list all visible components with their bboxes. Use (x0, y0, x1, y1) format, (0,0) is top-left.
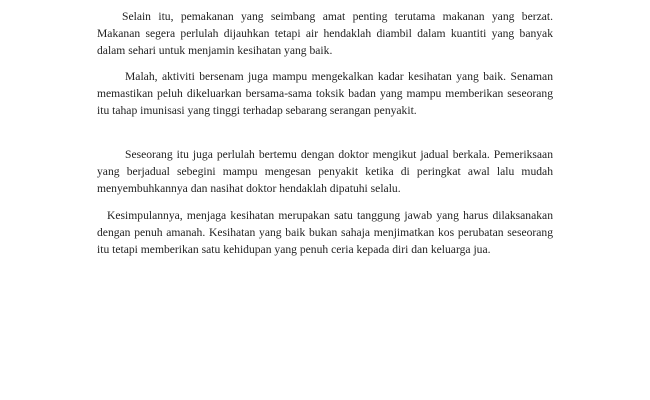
paragraph-exercise: Malah, aktiviti bersenam juga mampu mengekalkan kadar kesihatan yang baik. Senaman memastikan peluh dikeluarkan bersama-sama toksik badan yang mampu memberikan seseorang itu tahap imunisasi yang tinggi terhadap sebarang serangan penyakit. (97, 70, 553, 117)
paragraph-diet: Selain itu, pemakanan yang seimbang amat penting terutama makanan yang berzat. Makanan segera perlulah dijauhkan tetapi air hendaklah diambil dalam kuantiti yang banyak dalam sehari untuk menjamin kesihatan yang baik. (97, 10, 553, 57)
paragraph-doctor-checkup: Seseorang itu juga perlulah bertemu dengan doktor mengikut jadual berkala. Pemeriksaan yang berjadual sebegini mampu mengesan penyakit ketika di peringkat awal lalu mudah menyembuhkannya dan nasihat doktor hendaklah dipatuhi selalu. (97, 148, 553, 195)
paragraph-conclusion: Kesimpulannya, menjaga kesihatan merupakan satu tanggung jawab yang harus dilaksanakan dengan penuh amanah. Kesihatan yang baik bukan sahaja menjimatkan kos perubatan seseorang itu tetapi memberikan satu kehidupan yang penuh ceria kepada diri dan keluarga jua. (97, 209, 553, 256)
